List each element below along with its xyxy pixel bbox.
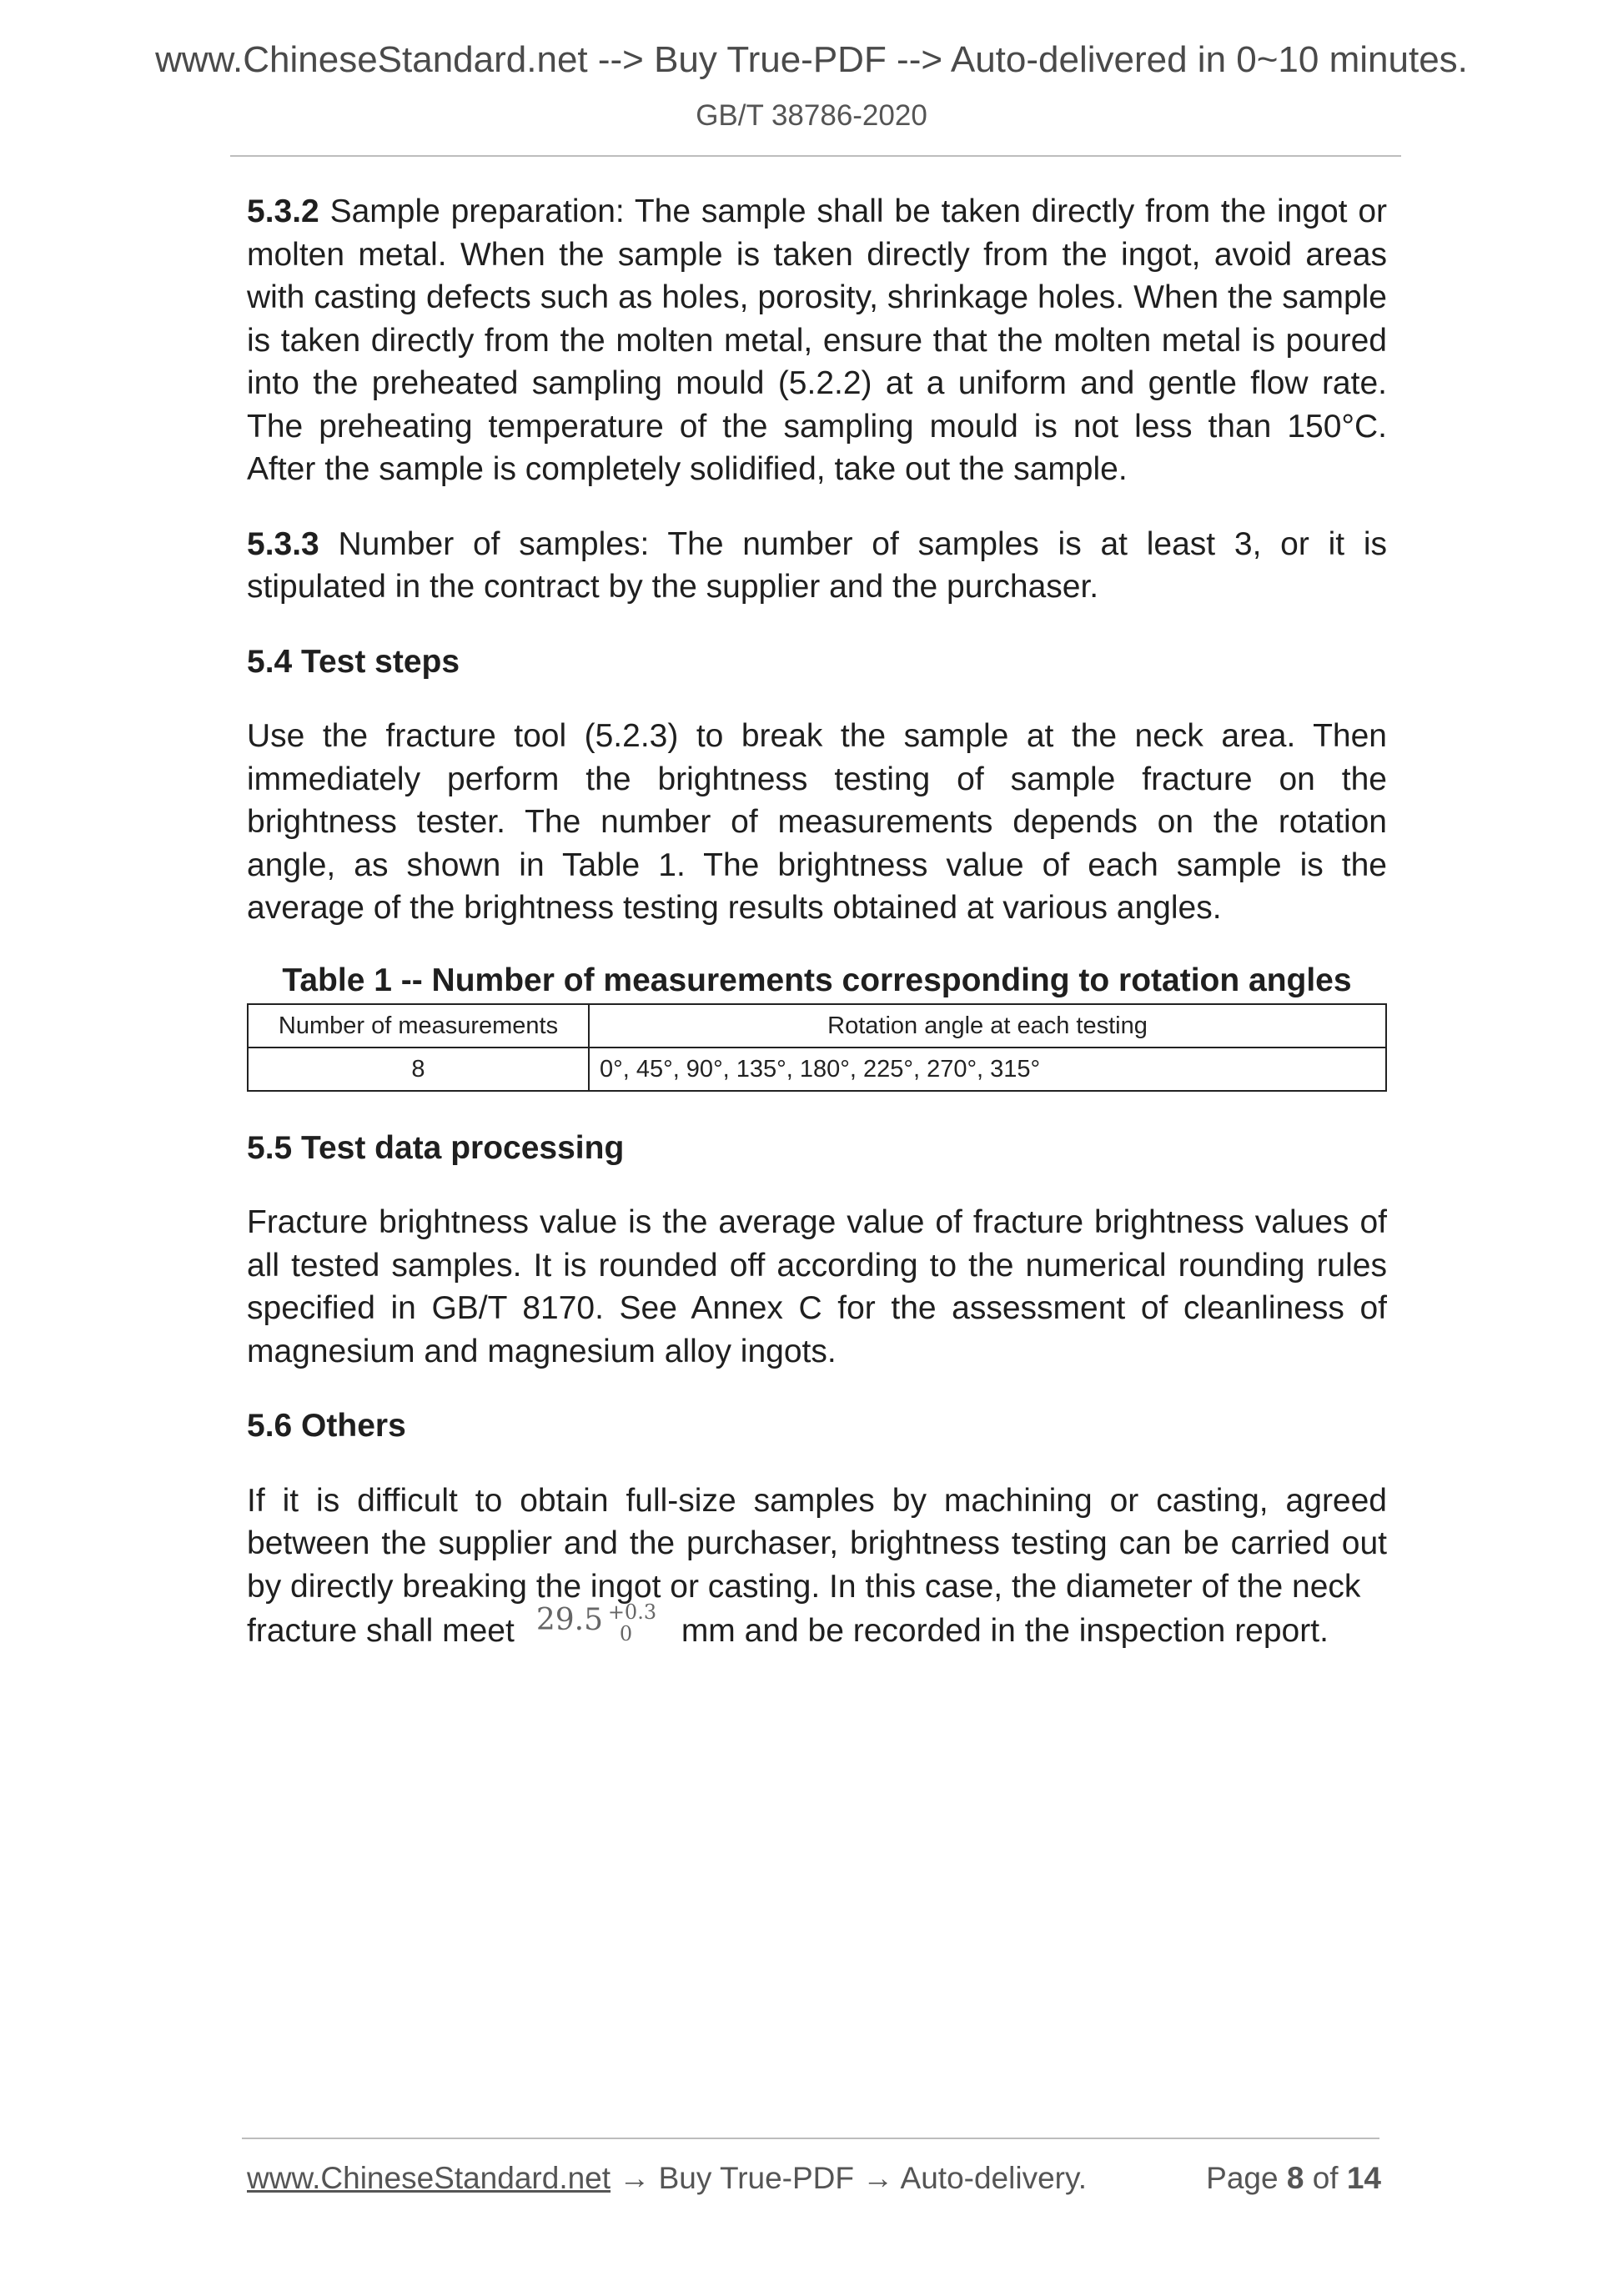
- page-footer: [247, 2158, 1381, 2199]
- table-cell: 8: [248, 1048, 589, 1091]
- table-row: [248, 1048, 1386, 1091]
- heading-5-4: 5.4 Test steps: [247, 643, 460, 680]
- clause-number: 5.3.2: [247, 193, 319, 229]
- footer-site-link[interactable]: www.ChineseStandard.net: [247, 2161, 611, 2195]
- paragraph-5-3-3: [247, 523, 1387, 609]
- page-number: 8: [1286, 2161, 1304, 2195]
- formula-lower-tolerance: 0: [619, 1622, 633, 1645]
- paragraph-5-5: Fracture brightness value is the average value of fracture brightness values of all tested samples. It is rounded off according to the numerical rounding rules specified in GB/T 8170. See Annex C for the assessment of cleanliness of magnesium and magnesium alloy ingots.: [247, 1204, 1387, 1369]
- text-after-formula: mm and be recorded in the inspection report.: [681, 1613, 1329, 1649]
- page-content: [247, 190, 1387, 1653]
- table-header-cell: Number of measurements: [248, 1004, 589, 1048]
- document-id: GB/T 38786-2020: [696, 99, 927, 132]
- arrow-icon: →: [862, 2161, 894, 2195]
- arrow-icon: →: [619, 2161, 651, 2195]
- page-label: Page: [1206, 2161, 1279, 2195]
- table-1-title: Table 1 -- Number of measurements corresponding to rotation angles: [282, 962, 1352, 998]
- paragraph-5-4: Use the fracture tool (5.2.3) to break the sample at the neck area. Then immediately perform the brightness testing of sample fracture on the brightness tester. The number of measurements depends on the rotation angle, as shown in Table 1. The brightness value of each sample is the average of the brightness testing results obtained at various angles.: [247, 718, 1387, 926]
- formula-upper-tolerance: +0.3: [607, 1600, 657, 1624]
- formula-base: 29.5: [535, 1602, 603, 1637]
- tolerance-formula: [535, 1600, 657, 1645]
- page-total: 14: [1346, 2161, 1381, 2195]
- footer-delivery-text: Auto-delivery.: [900, 2161, 1088, 2195]
- table-cell: 0°, 45°, 90°, 135°, 180°, 225°, 270°, 315°: [589, 1048, 1386, 1091]
- paragraph-5-6: If it is difficult to obtain full-size samples by machining or casting, agreed between the supplier and the purchaser, brightness testing can be carried out by directly breaking the ingot or casting. In this case, the diameter of the neck: [247, 1482, 1387, 1605]
- page-indicator: [1206, 2158, 1381, 2199]
- paragraph-text: Sample preparation: The sample shall be taken directly from the ingot or molten metal. When the sample is taken directly from the ingot, avoid areas with casting defects such as holes, porosity, shrinkage holes. When the sample is taken directly from the molten metal, ensure that the molten metal is poured into the preheated sampling mould (5.2.2) at a uniform and gentle flow rate. The preheating temperature of the sampling mould is not less than 150°C. After the sample is completely solidified, take out the sample.: [247, 193, 1387, 487]
- heading-5-6: 5.6 Others: [247, 1408, 406, 1444]
- table-header-cell: Rotation angle at each testing: [589, 1004, 1386, 1048]
- heading-5-5: 5.5 Test data processing: [247, 1129, 625, 1166]
- clause-number: 5.3.3: [247, 525, 319, 562]
- paragraph-text: Number of samples: The number of samples is at least 3, or it is stipulated in the contract by the supplier and the purchaser.: [247, 525, 1387, 605]
- top-banner: www.ChineseStandard.net --> Buy True-PDF --> Auto-delivered in 0~10 minutes.: [155, 39, 1468, 80]
- table-header-row: [248, 1004, 1386, 1048]
- footer-buy-text: Buy True-PDF: [658, 2161, 855, 2195]
- text-before-formula: fracture shall meet: [247, 1613, 515, 1649]
- of-label: of: [1312, 2161, 1339, 2195]
- table-1: [247, 1003, 1387, 1092]
- paragraph-5-3-2: [247, 190, 1387, 491]
- footer-divider: [242, 2138, 1379, 2139]
- paragraph-5-6-last-line: [247, 1600, 1387, 1653]
- header-divider: [230, 155, 1401, 157]
